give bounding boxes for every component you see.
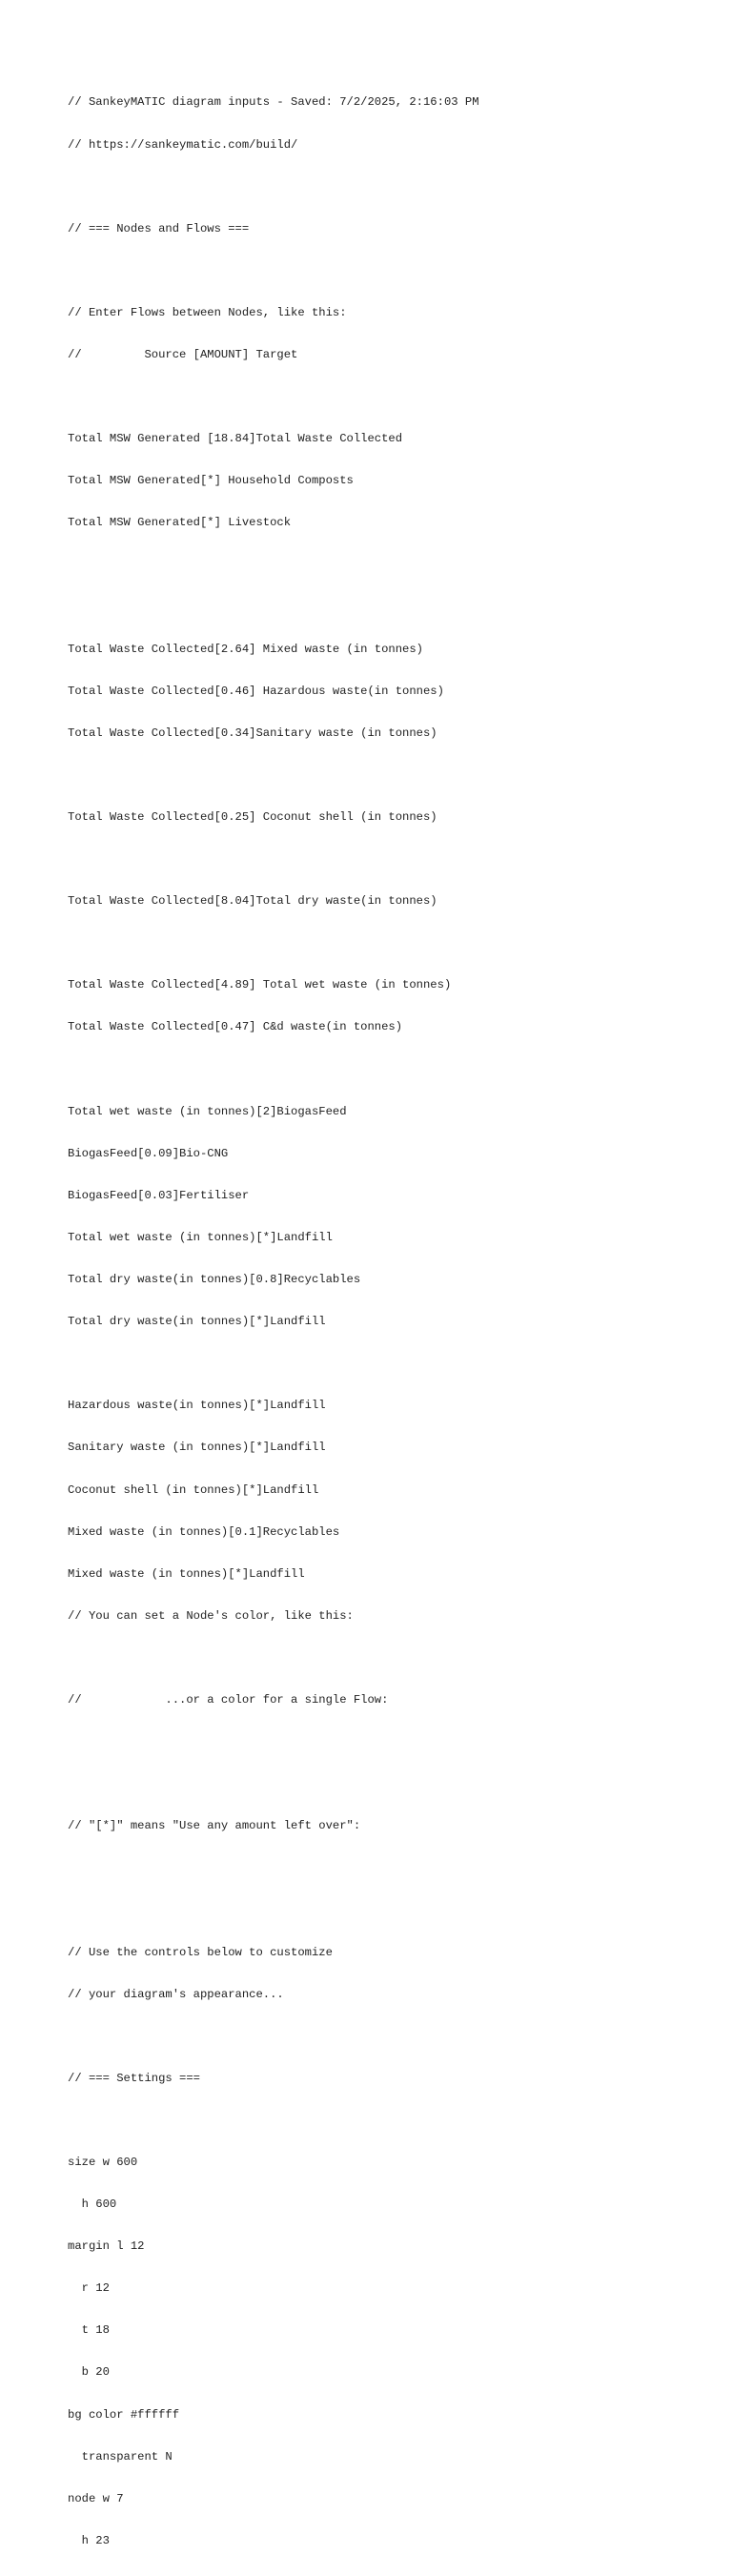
text-line: Total MSW Generated[*] Livestock [68,516,292,530]
text-line: Mixed waste (in tonnes)[*]Landfill [68,1566,305,1581]
text-line [68,558,716,572]
text-line: Total Waste Collected[0.34]Sanitary waste (in tonnes) [68,726,437,740]
text-line: BiogasFeed[0.09]Bio-CNG [68,1146,229,1160]
text-line: // your diagram's appearance... [68,1987,284,2001]
text-line: size w 600 [68,2156,138,2169]
text-line: Total wet waste (in tonnes)[2]BiogasFeed [68,1104,347,1118]
text-line [68,1903,716,1917]
text-line: Total wet waste (in tonnes)[*]Landfill [68,1230,333,1244]
text-line: // "[*]" means "Use any amount left over": [68,1819,361,1833]
text-line [68,390,716,404]
text-line: Hazardous waste(in tonnes)[*]Landfill [68,1399,326,1413]
text-line: h 23 [68,2533,110,2547]
text-line: // Enter Flows between Nodes, like this: [68,305,347,319]
text-line: // === Nodes and Flows === [68,221,250,235]
text-line [68,936,716,951]
text-line: bg color #ffffff [68,2407,180,2422]
text-line: Total Waste Collected[2.64] Mixed waste (in tonnes) [68,642,423,656]
text-line: // https://sankeymatic.com/build/ [68,137,298,152]
text-line: // === Settings === [68,2071,200,2085]
text-line: Total Waste Collected[8.04]Total dry waste(in tonnes) [68,894,437,909]
text-line [68,2114,716,2128]
text-line: Coconut shell (in tonnes)[*]Landfill [68,1482,319,1497]
text-line: BiogasFeed[0.03]Fertiliser [68,1188,250,1202]
text-line [68,1861,716,1875]
text-line: Total MSW Generated[*] Household Composts [68,474,354,488]
text-line [68,852,716,867]
text-line [68,601,716,615]
text-line: Total MSW Generated [18.84]Total Waste Collected [68,432,403,446]
text-line [68,1063,716,1077]
text-line: // SankeyMATIC diagram inputs - Saved: 7/2/2025, 2:16:03 PM [68,95,479,110]
text-line: transparent N [68,2449,173,2464]
text-line: // Source [AMOUNT] Target [68,347,298,361]
text-line [68,1651,716,1666]
text-line: h 600 [68,2198,117,2212]
text-line: t 18 [68,2323,110,2338]
text-line: Total dry waste(in tonnes)[0.8]Recyclables [68,1273,361,1287]
text-line: r 12 [68,2281,110,2296]
text-line: Sanitary waste (in tonnes)[*]Landfill [68,1441,326,1455]
text-line: Total Waste Collected[0.46] Hazardous waste(in tonnes) [68,684,444,698]
text-line [68,768,716,783]
text-line [68,1777,716,1791]
text-line: // Use the controls below to customize [68,1945,333,1959]
text-line: // ...or a color for a single Flow: [68,1692,389,1707]
text-line: node w 7 [68,2491,124,2505]
sankey-input-text [68,68,716,2576]
text-line: Mixed waste (in tonnes)[0.1]Recyclables [68,1524,340,1539]
text-line [68,180,716,194]
text-line: margin l 12 [68,2239,145,2254]
text-line [68,2030,716,2044]
text-line: Total Waste Collected[0.25] Coconut shell (in tonnes) [68,810,437,824]
text-line [68,1357,716,1371]
text-line: Total dry waste(in tonnes)[*]Landfill [68,1315,326,1329]
text-line [68,1735,716,1749]
text-line: Total Waste Collected[0.47] C&d waste(in tonnes) [68,1020,403,1034]
text-line: b 20 [68,2365,110,2380]
text-line: Total Waste Collected[4.89] Total wet waste (in tonnes) [68,978,452,992]
text-line: // You can set a Node's color, like this: [68,1608,354,1623]
text-line [68,264,716,278]
